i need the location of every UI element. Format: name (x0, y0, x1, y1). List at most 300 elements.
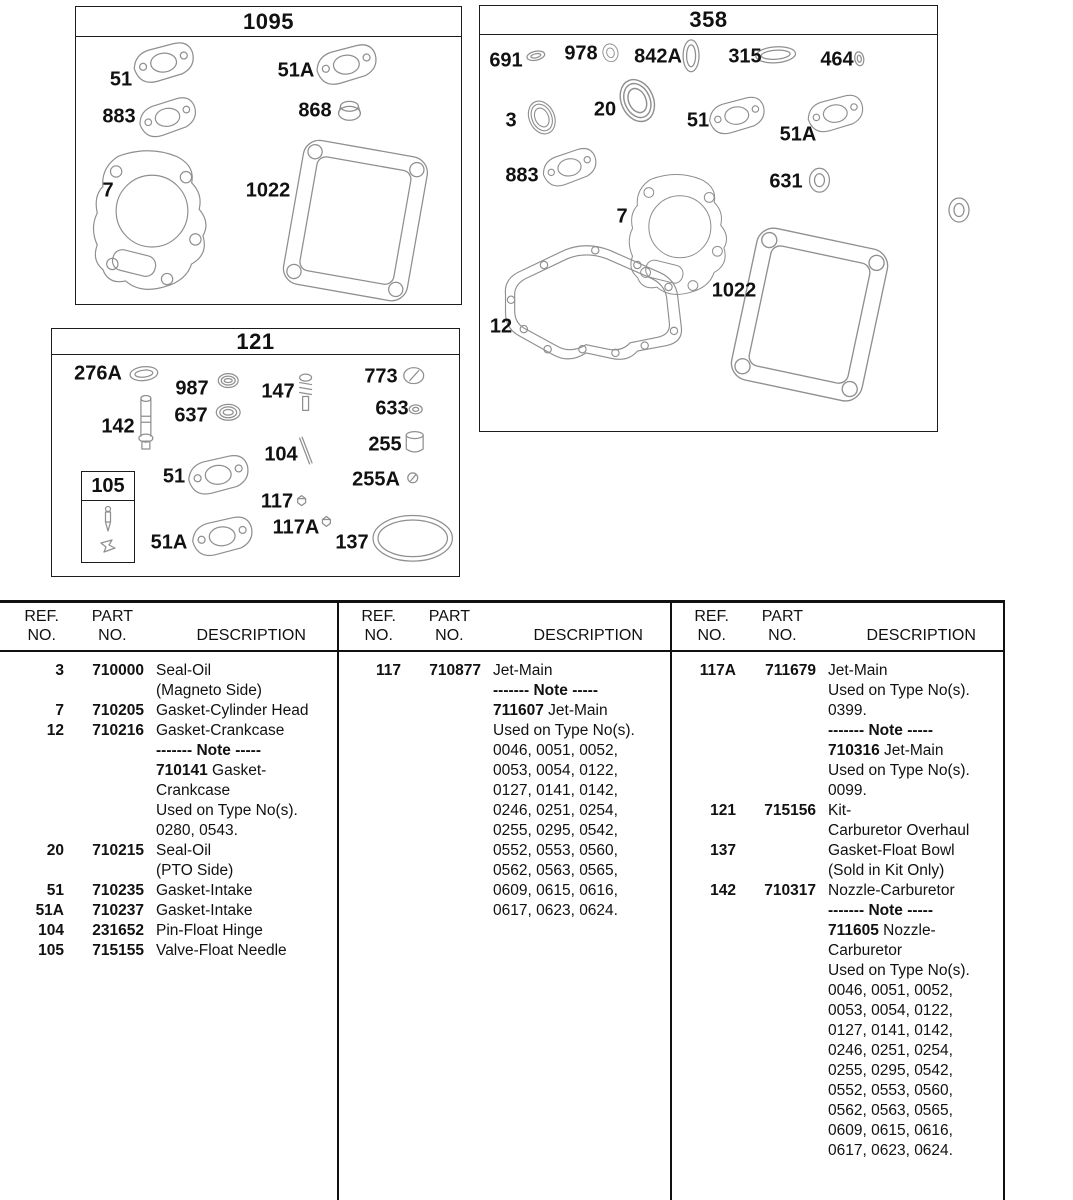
callout-773: 773 (364, 365, 398, 388)
callout-147: 147 (261, 380, 295, 403)
ref-no-cell (337, 861, 401, 881)
part-no-cell (736, 861, 816, 881)
description-cell: 710141 Gasket- (156, 762, 267, 779)
ref-no-header: REF. NO. (24, 608, 59, 644)
pin-float-hinge-104-drawing (300, 437, 312, 464)
description-cell: 0127, 0141, 0142, (493, 782, 618, 799)
description-cell: Pin-Float Hinge (156, 922, 263, 939)
ref-no-cell (337, 721, 401, 741)
part-no-cell (401, 801, 481, 821)
seal-987-drawing (218, 374, 238, 388)
ref-no-cell: 12 (46, 722, 64, 739)
table-row (337, 681, 674, 701)
description-cell: Used on Type No(s). (828, 762, 970, 779)
table-row (0, 721, 337, 741)
box-title-1095: 1095 (76, 7, 461, 37)
callout-987: 987 (175, 377, 209, 400)
ref-no-cell: 137 (710, 842, 736, 859)
part-no-cell (736, 1061, 816, 1081)
description-cell: 0053, 0054, 0122, (493, 762, 618, 779)
ref-no-cell (337, 781, 401, 801)
table-row (337, 881, 674, 901)
ref-no-cell (0, 861, 64, 881)
part-no-cell (401, 861, 481, 881)
table-right-border (1003, 600, 1005, 1200)
part-no-cell (736, 1101, 816, 1121)
parts-diagram-1095 (76, 7, 461, 304)
ring-631-drawing (810, 168, 830, 192)
part-no-cell (736, 841, 816, 861)
table-row (672, 841, 1009, 861)
ref-no-cell: 3 (55, 662, 64, 679)
part-no-cell (401, 841, 481, 861)
table-row (337, 841, 674, 861)
column-divider-2 (670, 600, 672, 1200)
part-no-cell (736, 1081, 816, 1101)
ref-no-cell (337, 741, 401, 761)
description-header: DESCRIPTION (533, 627, 643, 644)
table-row (337, 901, 674, 921)
table-row (672, 861, 1009, 881)
part-no-cell (401, 701, 481, 721)
ref-no-cell: 51 (46, 882, 64, 899)
table-row (0, 901, 337, 921)
part-no-cell (401, 821, 481, 841)
description-cell: 0046, 0051, 0052, (828, 982, 953, 999)
callout-51: 51 (686, 109, 710, 132)
part-no-cell (736, 1141, 816, 1161)
part-no-cell (736, 941, 816, 961)
description-cell: 0609, 0615, 0616, (493, 882, 618, 899)
table-row (0, 881, 337, 901)
description-cell: Used on Type No(s). (493, 722, 635, 739)
callout-117: 117 (260, 490, 294, 513)
ref-no-cell (337, 841, 401, 861)
description-cell: (PTO Side) (156, 862, 234, 879)
ref-no-cell (672, 821, 736, 841)
table-row (672, 781, 1009, 801)
screw-spring-147-drawing (300, 374, 312, 410)
table-row (672, 1021, 1009, 1041)
description-cell: 0046, 0051, 0052, (493, 742, 618, 759)
part-no-cell: 710215 (92, 842, 144, 859)
ref-no-cell: 20 (46, 842, 64, 859)
ref-no-cell (0, 741, 64, 761)
description-cell: Nozzle-Carburetor (828, 882, 955, 899)
description-cell: Seal-Oil (156, 842, 212, 859)
ref-no-cell (337, 901, 401, 921)
ref-no-cell (672, 1081, 736, 1101)
column-divider-1 (337, 600, 339, 1200)
description-cell: 0552, 0553, 0560, (828, 1082, 953, 1099)
table-row (672, 701, 1009, 721)
gasket-intake-51-drawing (132, 41, 195, 84)
part-no-header: PART NO. (428, 608, 470, 644)
seal-oil-3-drawing (523, 97, 560, 138)
callout-51a: 51A (277, 59, 315, 82)
table-header-group-3 (670, 607, 1007, 645)
part-no-cell: 710237 (92, 902, 144, 919)
description-header: DESCRIPTION (196, 627, 306, 644)
part-no-cell (64, 761, 144, 781)
table-row (672, 661, 1009, 681)
description-cell: Used on Type No(s). (828, 962, 970, 979)
ref-no-cell (672, 1001, 736, 1021)
part-no-cell (736, 981, 816, 1001)
table-row (337, 801, 674, 821)
ref-no-cell (672, 961, 736, 981)
oring-842a-drawing (683, 40, 699, 72)
callout-633: 633 (375, 397, 409, 420)
description-cell: ------- Note ----- (493, 682, 598, 699)
description-cell: 0255, 0295, 0542, (828, 1062, 953, 1079)
part-no-cell (401, 781, 481, 801)
inner-box-105 (81, 471, 135, 563)
description-cell: 0246, 0251, 0254, (493, 802, 618, 819)
ring-978-drawing (601, 42, 620, 63)
table-row (337, 781, 674, 801)
gasket-883-drawing (540, 147, 599, 189)
table-row (0, 941, 337, 961)
description-cell: Gasket-Float Bowl (828, 842, 955, 859)
callout-255: 255 (368, 433, 402, 456)
callout-117a: 117A (272, 516, 320, 539)
description-cell: Crankcase (156, 782, 231, 799)
callout-142: 142 (101, 415, 135, 438)
part-no-cell (736, 781, 816, 801)
table-row (0, 801, 337, 821)
description-cell: 0280, 0543. (156, 822, 238, 839)
table-row (672, 681, 1009, 701)
ref-no-cell (337, 881, 401, 901)
ref-no-cell: 105 (38, 942, 64, 959)
box-title-358: 358 (480, 6, 937, 35)
gasket-883-drawing (137, 96, 199, 139)
table-row (672, 741, 1009, 761)
cup-773-drawing (404, 368, 424, 384)
ref-no-cell (0, 761, 64, 781)
description-cell: 711605 Nozzle- (828, 922, 936, 939)
description-cell: 0617, 0623, 0624. (493, 902, 618, 919)
table-row (0, 841, 337, 861)
table-column-group-2 (337, 661, 674, 921)
part-no-cell (64, 861, 144, 881)
part-no-cell (736, 761, 816, 781)
part-no-cell (736, 721, 816, 741)
parts-table (0, 600, 1003, 1200)
ref-no-cell (337, 761, 401, 781)
callout-7: 7 (616, 205, 628, 228)
ref-no-header: REF. NO. (694, 608, 729, 644)
ref-no-cell: 142 (710, 882, 736, 899)
part-no-cell (736, 1021, 816, 1041)
table-row (337, 861, 674, 881)
table-row (672, 1121, 1009, 1141)
cup-255a-drawing (408, 473, 418, 483)
part-no-cell: 710216 (92, 722, 144, 739)
table-row (337, 721, 674, 741)
part-no-cell: 715156 (764, 802, 816, 819)
description-cell: Seal-Oil (156, 662, 212, 679)
table-column-group-3 (672, 661, 1009, 1161)
gasket-crankcase-12-drawing (505, 246, 681, 360)
part-no-cell (736, 741, 816, 761)
oring-276a-drawing (129, 365, 158, 382)
callout-255a: 255A (352, 468, 400, 491)
part-no-cell: 231652 (92, 922, 144, 939)
description-cell: Used on Type No(s). (156, 802, 298, 819)
table-row (0, 681, 337, 701)
washer-633-drawing (409, 405, 422, 414)
part-no-cell: 710317 (764, 882, 816, 899)
ref-no-cell (337, 681, 401, 701)
description-header: DESCRIPTION (866, 627, 976, 644)
gasket-cylinder-head-7-drawing (629, 175, 726, 295)
ref-no-cell (337, 821, 401, 841)
description-cell: Gasket-Crankcase (156, 722, 285, 739)
description-cell: 0562, 0563, 0565, (493, 862, 618, 879)
part-no-cell: 710877 (429, 662, 481, 679)
table-row (0, 921, 337, 941)
header-rule (0, 650, 1003, 652)
part-no-cell (736, 921, 816, 941)
description-cell: 0127, 0141, 0142, (828, 1022, 953, 1039)
ref-no-cell (0, 681, 64, 701)
callout-868: 868 (298, 99, 332, 122)
callout-7: 7 (102, 179, 114, 202)
part-no-cell (736, 1121, 816, 1141)
callout-51: 51 (109, 68, 133, 91)
part-no-cell (736, 1001, 816, 1021)
parts-box-121 (51, 328, 460, 577)
part-no-cell (736, 821, 816, 841)
table-row (672, 901, 1009, 921)
description-cell: Gasket-Cylinder Head (156, 702, 309, 719)
table-row (672, 721, 1009, 741)
table-row (672, 1061, 1009, 1081)
callout-12: 12 (489, 315, 513, 338)
description-cell: 0617, 0623, 0624. (828, 1142, 953, 1159)
callout-276a: 276A (74, 362, 122, 385)
table-row (672, 921, 1009, 941)
callout-637: 637 (174, 404, 208, 427)
cup-255-drawing (406, 432, 423, 452)
description-cell: ------- Note ----- (828, 902, 933, 919)
table-row (672, 761, 1009, 781)
callout-1022: 1022 (711, 279, 757, 302)
ref-no-cell (672, 1121, 736, 1141)
part-no-cell (64, 741, 144, 761)
seal-691-drawing (526, 50, 545, 62)
table-row (672, 881, 1009, 901)
ref-no-cell (672, 701, 736, 721)
description-cell: 0053, 0054, 0122, (828, 1002, 953, 1019)
table-row (672, 1101, 1009, 1121)
ref-no-cell: 117A (699, 662, 736, 679)
gasket-intake-51-drawing (187, 455, 249, 495)
ref-no-cell (672, 921, 736, 941)
needle-clip-drawing (97, 538, 119, 556)
table-row (337, 761, 674, 781)
table-column-group-1 (0, 661, 337, 961)
ref-no-cell (672, 1141, 736, 1161)
callout-691: 691 (489, 49, 523, 72)
gasket-intake-51-drawing (708, 96, 766, 135)
part-no-cell (736, 701, 816, 721)
callout-315: 315 (728, 45, 762, 68)
part-no-cell (64, 681, 144, 701)
part-no-cell (401, 881, 481, 901)
parts-box-358 (479, 5, 938, 432)
description-cell: (Magneto Side) (156, 682, 262, 699)
ref-no-cell (672, 1021, 736, 1041)
ref-no-cell (672, 1061, 736, 1081)
table-row (672, 1081, 1009, 1101)
jet-main-117a-drawing (322, 516, 330, 526)
description-cell: Carburetor (828, 942, 903, 959)
table-row (337, 821, 674, 841)
part-no-cell (64, 781, 144, 801)
callout-51a: 51A (150, 531, 188, 554)
table-row (672, 1001, 1009, 1021)
description-cell: 0562, 0563, 0565, (828, 1102, 953, 1119)
ref-no-cell (0, 801, 64, 821)
jet-main-117-drawing (298, 496, 306, 506)
ref-no-cell (672, 761, 736, 781)
table-row (0, 701, 337, 721)
ref-no-cell: 121 (710, 802, 736, 819)
gasket-intake-51a-drawing (191, 516, 253, 556)
description-cell: Gasket-Intake (156, 902, 253, 919)
ref-no-cell: 51A (35, 902, 64, 919)
description-cell: ------- Note ----- (828, 722, 933, 739)
table-header-group-2 (337, 607, 674, 645)
table-row (337, 741, 674, 761)
callout-20: 20 (593, 98, 617, 121)
part-no-cell (401, 741, 481, 761)
part-no-header: PART NO. (761, 608, 803, 644)
box-title-121: 121 (52, 329, 459, 355)
description-cell: 710316 Jet-Main (828, 742, 944, 759)
table-row (672, 1141, 1009, 1161)
ref-no-cell (672, 681, 736, 701)
table-row (0, 861, 337, 881)
callout-842a: 842A (634, 45, 682, 68)
callout-51: 51 (162, 465, 186, 488)
part-no-cell (401, 721, 481, 741)
ref-no-cell: 104 (38, 922, 64, 939)
description-cell: (Sold in Kit Only) (828, 862, 945, 879)
callout-631: 631 (769, 170, 803, 193)
ref-no-cell (672, 941, 736, 961)
description-cell: Used on Type No(s). (828, 682, 970, 699)
table-row (337, 701, 674, 721)
table-row (672, 961, 1009, 981)
ref-no-cell (672, 1041, 736, 1061)
seal-637-drawing (216, 404, 240, 420)
part-no-cell: 710205 (92, 702, 144, 719)
table-row (672, 801, 1009, 821)
ref-no-cell (337, 801, 401, 821)
grommet-868-drawing (339, 101, 361, 120)
table-row (0, 661, 337, 681)
table-row (672, 941, 1009, 961)
part-no-cell: 710000 (92, 662, 144, 679)
part-no-cell (64, 821, 144, 841)
description-cell: Jet-Main (493, 662, 553, 679)
ref-no-cell (672, 721, 736, 741)
part-no-cell (736, 681, 816, 701)
callout-883: 883 (102, 105, 136, 128)
part-no-header: PART NO. (91, 608, 133, 644)
seal-464-drawing (854, 51, 865, 66)
ref-no-header: REF. NO. (361, 608, 396, 644)
description-cell: Jet-Main (828, 662, 888, 679)
description-cell: 0099. (828, 782, 867, 799)
gasket-cylinder-head-7-drawing (93, 151, 205, 290)
description-cell: 0399. (828, 702, 867, 719)
part-no-cell (401, 761, 481, 781)
ref-no-cell (0, 781, 64, 801)
part-no-cell: 711679 (765, 662, 816, 679)
ref-no-cell (672, 781, 736, 801)
gasket-valve-cover-1022-drawing (728, 225, 891, 404)
part-no-cell (736, 961, 816, 981)
callout-137: 137 (335, 531, 369, 554)
callout-51a: 51A (779, 123, 817, 146)
description-cell: ------- Note ----- (156, 742, 261, 759)
loose-seal-ring-drawing (936, 186, 982, 232)
seal-oil-20-drawing (614, 74, 661, 127)
part-no-cell (401, 901, 481, 921)
part-no-cell (64, 801, 144, 821)
ref-no-cell: 117 (375, 662, 401, 679)
ref-no-cell (672, 981, 736, 1001)
ref-no-cell (672, 1101, 736, 1121)
description-cell: 711607 Jet-Main (493, 702, 608, 719)
callout-883: 883 (505, 164, 539, 187)
callout-3: 3 (505, 109, 517, 132)
ref-no-cell: 7 (55, 702, 64, 719)
table-row (0, 821, 337, 841)
ref-no-cell (672, 901, 736, 921)
inner-box-105-label: 105 (82, 472, 134, 501)
part-no-cell: 710235 (92, 882, 144, 899)
part-no-cell (401, 681, 481, 701)
table-row (672, 1041, 1009, 1061)
gasket-float-bowl-137-drawing (373, 515, 452, 561)
table-row (0, 741, 337, 761)
table-row (672, 821, 1009, 841)
parts-box-1095 (75, 6, 462, 305)
ref-no-cell (0, 821, 64, 841)
table-row (0, 781, 337, 801)
inner-box-105-body (82, 501, 134, 556)
valve-float-needle-drawing (97, 504, 119, 538)
callout-1022: 1022 (245, 179, 291, 202)
part-no-cell (736, 1041, 816, 1061)
gasket-valve-cover-1022-drawing (281, 138, 430, 303)
table-row (0, 761, 337, 781)
nozzle-tube-142-drawing (139, 395, 153, 449)
description-cell: 0552, 0553, 0560, (493, 842, 618, 859)
description-cell: Gasket-Intake (156, 882, 253, 899)
description-cell: Carburetor Overhaul (828, 822, 970, 839)
description-cell: 0609, 0615, 0616, (828, 1122, 953, 1139)
part-no-cell (736, 901, 816, 921)
callout-978: 978 (564, 42, 598, 65)
parts-diagram-358 (480, 6, 937, 431)
